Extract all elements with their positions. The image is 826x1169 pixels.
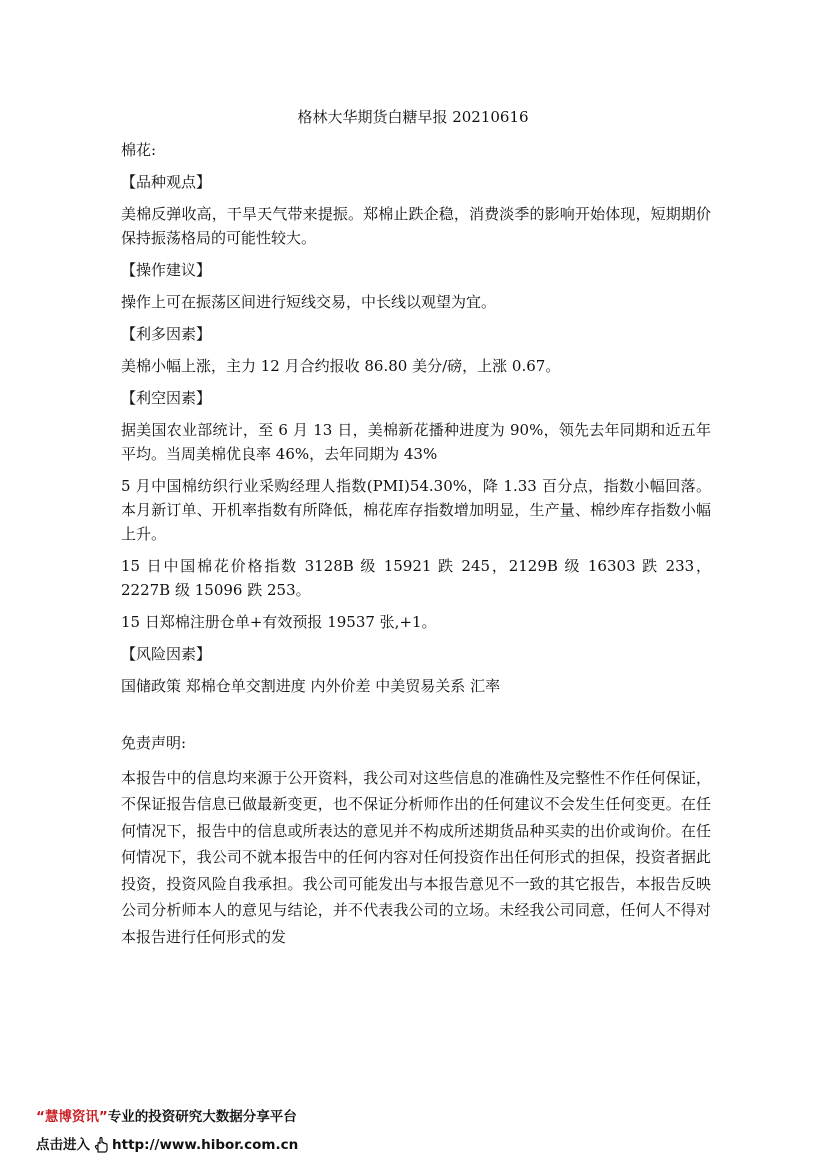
- disclaimer: [121, 730, 711, 950]
- footer-slogan: 专业的投资研究大数据分享平台: [107, 1109, 297, 1125]
- quote-open: “: [36, 1109, 45, 1125]
- disclaimer-text: 本报告中的信息均来源于公开资料，我公司对这些信息的准确性及完整性不作任何保证，不保证报告信息已做最新变更，也不保证分析师作出的任何建议不会发生任何变更。在任何情况下，报告中的信息或所表达的意见并不构成所述期货品种买卖的出价或询价。在任何情况下，我公司不就本报告中的任何内容对任何投资作出任何形式的担保，投资者据此投资，投资风险自我承担。我公司可能发出与本报告意见不一致的其它报告，本报告反映公司分析师本人的意见与结论，并不代表我公司的立场。未经我公司同意，任何人不得对本报告进行任何形式的发: [121, 768, 711, 946]
- section-paragraph: 15 日中国棉花价格指数 3128B 级 15921 跌 245，2129B 级 16303 跌 233，2227B 级 15096 跌 253。: [121, 557, 711, 599]
- link-prefix: 点击进入: [36, 1137, 90, 1153]
- commodity-label: 棉花:: [121, 141, 157, 159]
- section-heading: 【操作建议】: [121, 261, 212, 279]
- report-title: 格林大华期货白糖早报 20210616: [297, 108, 529, 126]
- section-heading: 【风险因素】: [121, 645, 212, 663]
- brand-name: 慧博资讯: [44, 1109, 99, 1125]
- section-paragraph: 5 月中国棉纺织行业采购经理人指数(PMI)54.30%，降 1.33 百分点，指数小幅回落。本月新订单、开机率指数有所降低，棉花库存指数增加明显，生产量、棉纱库存指数小幅上升。: [121, 477, 711, 543]
- footer-link-line[interactable]: [36, 1136, 436, 1154]
- footer-url-link[interactable]: http://www.hibor.com.cn: [112, 1137, 299, 1153]
- section-heading: 【利多因素】: [121, 325, 212, 343]
- disclaimer-heading: 免责声明:: [121, 734, 187, 752]
- hand-pointer-icon: [92, 1136, 110, 1154]
- quote-close: ”: [98, 1109, 108, 1125]
- section-heading: 【品种观点】: [121, 173, 212, 191]
- section-paragraph: 操作上可在振荡区间进行短线交易，中长线以观望为宜。: [121, 293, 497, 311]
- section-heading: 【利空因素】: [121, 389, 212, 407]
- footer-banner[interactable]: [36, 1108, 436, 1154]
- section-paragraph: 美棉反弹收高，干旱天气带来提振。郑棉止跌企稳，消费淡季的影响开始体现，短期期价保持振荡格局的可能性较大。: [121, 205, 711, 247]
- section-paragraph: 15 日郑棉注册仓单+有效预报 19537 张,+1。: [121, 613, 437, 631]
- section-paragraph: 国储政策 郑棉仓单交割进度 内外价差 中美贸易关系 汇率: [121, 677, 501, 695]
- section-paragraph: 据美国农业部统计，至 6 月 13 日，美棉新花播种进度为 90%，领先去年同期和近五年平均。当周美棉优良率 46%，去年同期为 43%: [121, 421, 711, 463]
- footer-slogan-line: [36, 1108, 436, 1126]
- section-paragraph: 美棉小幅上涨，主力 12 月合约报收 86.80 美分/磅，上涨 0.67。: [121, 357, 561, 375]
- report-body: [121, 138, 711, 958]
